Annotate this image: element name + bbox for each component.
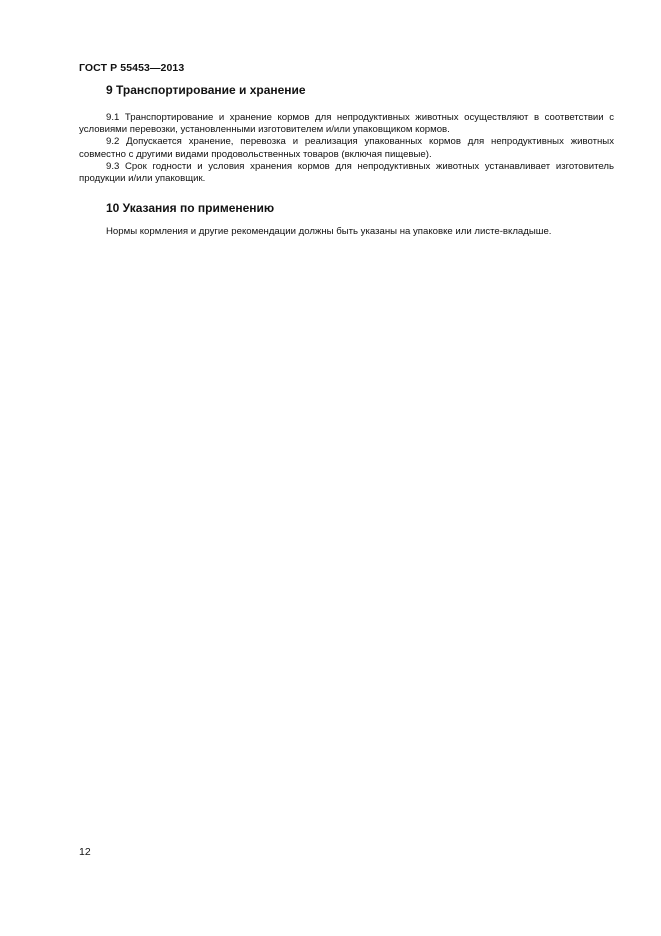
- paragraph-9-3: 9.3 Срок годности и условия хранения кормов для непродуктивных животных устанавливает изготовитель продукции и/или упаковщик.: [79, 160, 614, 185]
- section-10-heading: 10 Указания по применению: [106, 201, 275, 215]
- paragraph-9-1: 9.1 Транспортирование и хранение кормов для непродуктивных животных осуществляют в соответствии с условиями перевозки, установленными изготовителем и/или упаковщиком кормов.: [79, 112, 614, 136]
- paragraph-9-2: 9.2 Допускается хранение, перевозка и реализация упакованных кормов для непродуктивных животных совместно с другими видами продовольственных товаров (включая пищевые).: [79, 136, 614, 160]
- section-9: [79, 82, 614, 185]
- section-10: [79, 200, 614, 238]
- section-9-heading: 9 Транспортирование и хранение: [106, 83, 306, 97]
- paragraph-10-1: Нормы кормления и другие рекомендации должны быть указаны на упаковке или листе-вкладыше.: [106, 226, 552, 237]
- page-number: 12: [79, 846, 91, 858]
- document-code: ГОСТ Р 55453—2013: [79, 62, 185, 74]
